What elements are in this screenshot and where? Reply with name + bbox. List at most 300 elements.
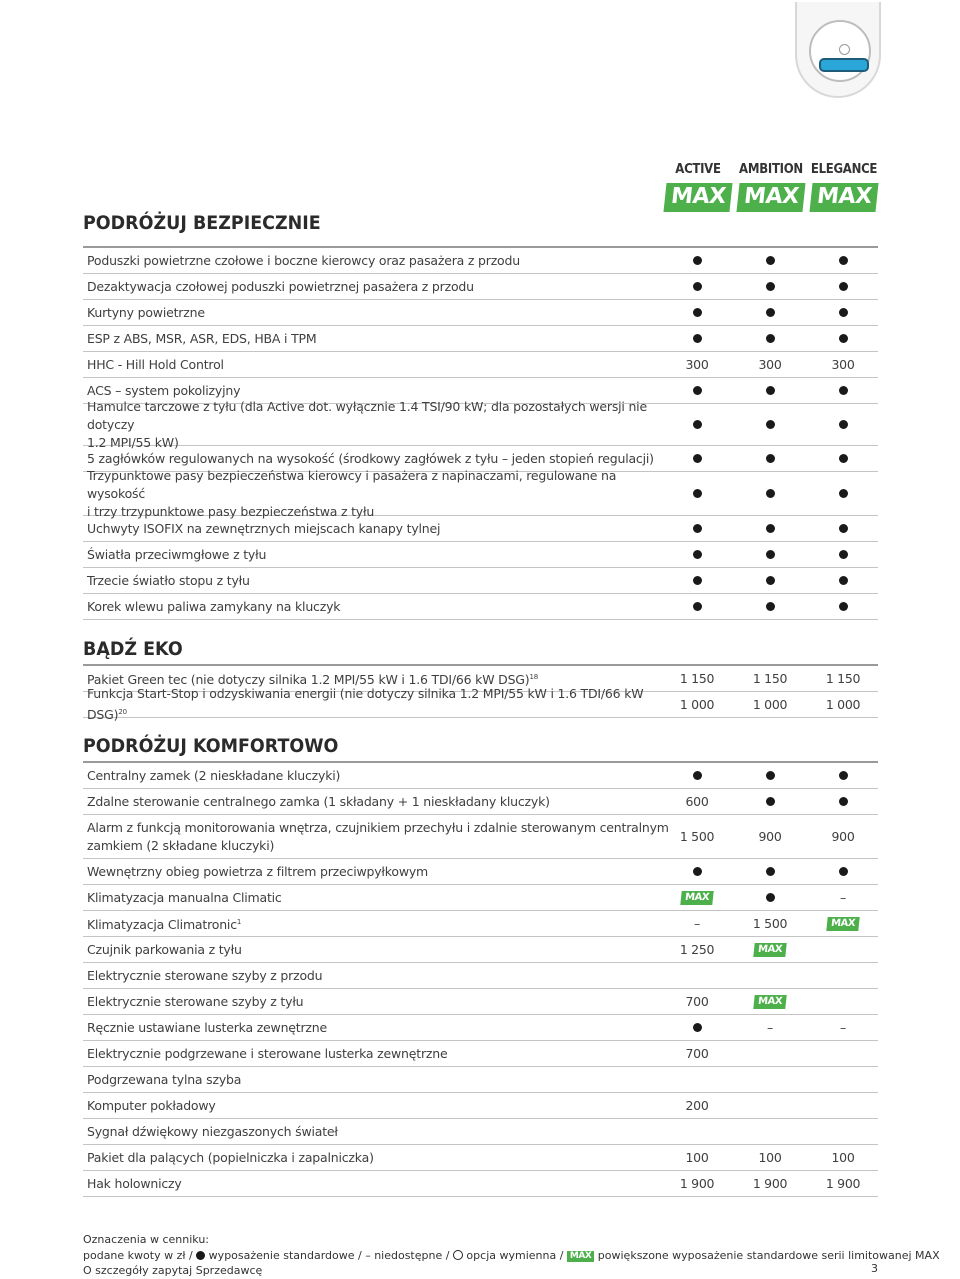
feature-label-text: Podgrzewana tylna szyba <box>87 1071 242 1087</box>
value-cell <box>734 1119 806 1144</box>
value-cell <box>661 885 733 910</box>
feature-label-line <box>87 1071 241 1089</box>
emblem-icon <box>809 20 871 82</box>
price-value: – <box>767 1020 773 1035</box>
value-cell <box>734 911 806 936</box>
value-cell <box>661 1015 733 1040</box>
value-cell <box>734 1067 806 1092</box>
price-value: 300 <box>831 357 855 372</box>
price-value: 1 500 <box>752 916 788 931</box>
feature-label-text: Alarm z funkcją monitorowania wnętrza, czujnikiem przechyłu i zdalnie sterowanym centralnym <box>87 819 669 835</box>
feature-label <box>87 467 677 519</box>
value-cell <box>734 859 806 884</box>
table-row <box>83 326 878 352</box>
feature-label <box>87 815 677 858</box>
feature-label-line <box>87 1019 327 1037</box>
feature-label-line <box>87 819 669 837</box>
max-logo-icon: MAX <box>753 995 786 1009</box>
standard-dot-icon <box>693 1023 702 1032</box>
table-row <box>83 568 878 594</box>
column-name: ELEGANCE <box>810 162 878 177</box>
standard-dot-icon <box>693 576 702 585</box>
standard-dot-icon <box>693 867 702 876</box>
value-cell <box>807 300 879 325</box>
table-row <box>83 1171 878 1197</box>
feature-label <box>87 248 677 273</box>
standard-dot-icon <box>766 602 775 611</box>
legend-line <box>83 1249 940 1262</box>
value-cell <box>807 911 879 936</box>
standard-dot-icon <box>693 602 702 611</box>
feature-label-line <box>87 1097 216 1115</box>
feature-label-line <box>87 1045 447 1063</box>
feature-label-text: Elektrycznie podgrzewane i sterowane lusterka zewnętrzne <box>87 1045 448 1061</box>
value-cell <box>807 446 879 471</box>
feature-label-line <box>87 598 340 616</box>
standard-dot-icon <box>766 576 775 585</box>
table-row <box>83 859 878 885</box>
feature-label <box>87 326 677 351</box>
feature-label-line <box>87 913 241 934</box>
feature-label-text: Hak holowniczy <box>87 1175 182 1191</box>
table-row <box>83 885 878 911</box>
feature-label-text: Czujnik parkowania z tyłu <box>87 941 242 957</box>
column-name: AMBITION <box>739 162 803 177</box>
value-cell <box>661 1171 733 1196</box>
feature-label <box>87 568 677 593</box>
emblem-stripe <box>819 58 869 72</box>
value-cell <box>661 1093 733 1118</box>
price-value: – <box>694 916 700 931</box>
value-cell <box>734 666 806 691</box>
feature-label-text: Centralny zamek (2 nieskładane kluczyki) <box>87 767 341 783</box>
price-value: 1 150 <box>752 671 788 686</box>
column-header-elegance <box>804 162 884 212</box>
section-title: PODRÓŻUJ KOMFORTOWO <box>83 735 339 757</box>
legend-option: opcja wymienna / <box>462 1249 567 1262</box>
feature-label-line <box>87 967 322 985</box>
feature-label-line <box>87 941 242 959</box>
max-logo-icon: MAX <box>567 1251 594 1262</box>
value-cell <box>807 1015 879 1040</box>
standard-dot-icon <box>766 524 775 533</box>
value-cell <box>807 666 879 691</box>
value-cell <box>734 542 806 567</box>
standard-dot-icon <box>839 602 848 611</box>
feature-label <box>87 274 677 299</box>
max-logo-icon: MAX <box>663 183 732 212</box>
max-logo-icon: MAX <box>826 917 859 931</box>
feature-label <box>87 1041 677 1066</box>
value-cell <box>661 274 733 299</box>
feature-label-text: HHC - Hill Hold Control <box>87 356 224 372</box>
value-cell <box>734 937 806 962</box>
feature-label-line <box>87 398 677 434</box>
standard-dot-icon <box>766 550 775 559</box>
value-cell <box>661 472 733 515</box>
standard-dot-icon <box>766 334 775 343</box>
value-cell <box>734 1093 806 1118</box>
table-row <box>83 467 878 519</box>
feature-label-line <box>87 685 677 724</box>
value-cell <box>807 542 879 567</box>
value-cell <box>734 1171 806 1196</box>
feature-label-line <box>87 546 266 564</box>
table-row <box>83 763 878 789</box>
feature-label-text: i trzy trzypunktowe pasy bezpieczeństwa z tyłu <box>87 503 375 519</box>
value-cell <box>807 1145 879 1170</box>
standard-dot-icon <box>766 256 775 265</box>
column-name: ACTIVE <box>675 162 721 177</box>
page-number: 3 <box>871 1262 878 1275</box>
price-value: 600 <box>685 794 709 809</box>
value-cell <box>807 763 879 788</box>
table-row <box>83 248 878 274</box>
value-cell <box>807 248 879 273</box>
option-circle-icon <box>453 1250 463 1260</box>
footnote-ref: 20 <box>118 707 127 716</box>
value-cell <box>734 300 806 325</box>
value-cell <box>661 1041 733 1066</box>
feature-label-text: ACS – system pokolizyjny <box>87 382 241 398</box>
standard-dot-icon <box>766 797 775 806</box>
table-row <box>83 300 878 326</box>
feature-label-line <box>87 793 550 811</box>
value-cell <box>807 989 879 1014</box>
price-value: 1 150 <box>679 671 715 686</box>
standard-dot-icon <box>839 282 848 291</box>
feature-label-text: Trzypunktowe pasy bezpieczeństwa kierowcy i pasażera z napinaczami, regulowane na wysokość <box>87 467 617 501</box>
value-cell <box>807 1171 879 1196</box>
table-row <box>83 911 878 937</box>
table-row <box>83 516 878 542</box>
price-value: 900 <box>831 829 855 844</box>
value-cell <box>661 937 733 962</box>
price-value: 1 500 <box>679 829 715 844</box>
value-cell <box>661 1067 733 1092</box>
standard-dot-icon <box>693 524 702 533</box>
value-cell <box>661 989 733 1014</box>
value-cell <box>661 789 733 814</box>
value-cell <box>807 1041 879 1066</box>
standard-dot-icon <box>693 386 702 395</box>
value-cell <box>661 352 733 377</box>
value-cell <box>734 885 806 910</box>
feature-label <box>87 685 677 723</box>
table-row <box>83 542 878 568</box>
feature-label-line <box>87 1149 374 1167</box>
legend-title: Oznaczenia w cenniku: <box>83 1233 210 1246</box>
feature-label-line <box>87 278 474 296</box>
value-cell <box>661 568 733 593</box>
feature-label <box>87 516 677 541</box>
legend-standard: wyposażenie standardowe / – niedostępne / <box>205 1249 453 1262</box>
table-row <box>83 1041 878 1067</box>
legend-max: powiększone wyposażenie standardowe serii limitowanej MAX <box>594 1249 940 1262</box>
price-value: 100 <box>685 1150 709 1165</box>
footnote-ref: 18 <box>529 672 538 681</box>
price-value: 1 900 <box>752 1176 788 1191</box>
corner-emblem <box>795 2 881 98</box>
value-cell <box>661 1119 733 1144</box>
feature-label <box>87 594 677 619</box>
footnote-ref: 1 <box>236 917 242 926</box>
feature-label-text: Elektrycznie sterowane szyby z przodu <box>87 967 323 983</box>
table-row <box>83 274 878 300</box>
feature-label-text: 1.2 MPI/55 kW) <box>87 434 179 450</box>
value-cell <box>734 989 806 1014</box>
value-cell <box>734 1015 806 1040</box>
value-cell <box>661 516 733 541</box>
standard-dot-icon <box>839 524 848 533</box>
standard-dot-icon <box>839 334 848 343</box>
price-value: – <box>840 1020 846 1035</box>
feature-label-line <box>87 863 428 881</box>
feature-label-line <box>87 1123 338 1141</box>
feature-label-text: Trzecie światło stopu z tyłu <box>87 572 250 588</box>
value-cell <box>734 815 806 858</box>
feature-label-text: Komputer pokładowy <box>87 1097 216 1113</box>
value-cell <box>661 248 733 273</box>
max-logo-icon: MAX <box>809 183 878 212</box>
value-cell <box>807 859 879 884</box>
value-cell <box>807 352 879 377</box>
value-cell <box>734 326 806 351</box>
column-header-ambition <box>731 162 811 212</box>
standard-dot-icon <box>839 454 848 463</box>
price-value: 1 000 <box>752 697 788 712</box>
value-cell <box>807 404 879 445</box>
value-cell <box>661 326 733 351</box>
feature-label-line <box>87 356 224 374</box>
price-value: 200 <box>685 1098 709 1113</box>
value-cell <box>734 352 806 377</box>
standard-dot-icon <box>693 771 702 780</box>
feature-label-line <box>87 572 250 590</box>
feature-label <box>87 542 677 567</box>
feature-label-text: Pakiet Green tec (nie dotyczy silnika 1.2 MPI/55 kW i 1.6 TDI/66 kW DSG) <box>87 672 530 688</box>
value-cell <box>734 692 806 717</box>
standard-dot-icon <box>839 771 848 780</box>
standard-dot-icon <box>693 489 702 498</box>
price-value: 1 250 <box>679 942 715 957</box>
standard-dot-icon <box>839 420 848 429</box>
value-cell <box>807 1119 879 1144</box>
standard-dot-icon <box>839 256 848 265</box>
feature-label-text: Uchwyty ISOFIX na zewnętrznych miejscach kanapy tylnej <box>87 520 441 536</box>
value-cell <box>734 763 806 788</box>
standard-dot-icon <box>693 256 702 265</box>
value-cell <box>661 911 733 936</box>
value-cell <box>734 789 806 814</box>
feature-label-text: Korek wlewu paliwa zamykany na kluczyk <box>87 598 341 614</box>
table-row <box>83 815 878 859</box>
feature-label-text: Klimatyzacja Climatronic <box>87 917 237 933</box>
value-cell <box>807 1093 879 1118</box>
value-cell <box>734 1041 806 1066</box>
feature-label-line <box>87 889 282 907</box>
table-row <box>83 989 878 1015</box>
standard-dot-icon <box>839 867 848 876</box>
feature-label-text: Pakiet dla palących (popielniczka i zapalniczka) <box>87 1149 374 1165</box>
feature-label <box>87 989 677 1014</box>
value-cell <box>661 1145 733 1170</box>
standard-dot-icon <box>839 386 848 395</box>
value-cell <box>734 1145 806 1170</box>
feature-label-text: zamkiem (2 składane kluczyki) <box>87 837 275 853</box>
value-cell <box>807 326 879 351</box>
feature-label-text: Elektrycznie sterowane szyby z tyłu <box>87 993 304 1009</box>
feature-label-text: ESP z ABS, MSR, ASR, EDS, HBA i TPM <box>87 330 317 346</box>
feature-label <box>87 1015 677 1040</box>
feature-label-line <box>87 330 316 348</box>
section-title: BĄDŹ EKO <box>83 638 183 660</box>
feature-label <box>87 1171 677 1196</box>
value-cell <box>734 404 806 445</box>
standard-dot-icon <box>839 550 848 559</box>
standard-dot-icon <box>766 893 775 902</box>
value-cell <box>734 446 806 471</box>
value-cell <box>807 472 879 515</box>
feature-label <box>87 1093 677 1118</box>
price-value: 100 <box>758 1150 782 1165</box>
value-cell <box>807 963 879 988</box>
standard-dot-icon <box>693 308 702 317</box>
price-value: – <box>840 890 846 905</box>
value-cell <box>734 594 806 619</box>
feature-label <box>87 1145 677 1170</box>
standard-dot-icon <box>693 420 702 429</box>
table-row <box>83 398 878 450</box>
feature-label-line <box>87 450 654 468</box>
feature-label <box>87 963 677 988</box>
standard-dot-icon <box>693 454 702 463</box>
table-row <box>83 1145 878 1171</box>
standard-dot-icon <box>839 797 848 806</box>
value-cell <box>661 542 733 567</box>
max-logo-icon: MAX <box>680 891 713 905</box>
value-cell <box>807 815 879 858</box>
standard-dot-icon <box>766 282 775 291</box>
value-cell <box>661 404 733 445</box>
price-value: 700 <box>685 994 709 1009</box>
value-cell <box>807 789 879 814</box>
feature-label <box>87 885 677 910</box>
feature-label <box>87 352 677 377</box>
feature-label-line <box>87 252 520 270</box>
value-cell <box>661 859 733 884</box>
feature-label-text: Funkcja Start-Stop i odzyskiwania energii (nie dotyczy silnika 1.2 MPI/55 kW i 1.6 TDI/66 kW DSG) <box>87 685 644 723</box>
max-logo-icon: MAX <box>753 943 786 957</box>
feature-label <box>87 937 677 962</box>
table-row <box>83 685 878 723</box>
feature-label <box>87 911 677 936</box>
legend-note: O szczegóły zapytaj Sprzedawcę <box>83 1264 263 1277</box>
price-value: 1 000 <box>679 697 715 712</box>
feature-label <box>87 763 677 788</box>
standard-dot-icon <box>839 489 848 498</box>
legend-currency: podane kwoty w zł / <box>83 1249 197 1262</box>
feature-label <box>87 300 677 325</box>
feature-label-text: Sygnał dźwiękowy niezgaszonych świateł <box>87 1123 338 1139</box>
table-row <box>83 1015 878 1041</box>
value-cell <box>661 963 733 988</box>
value-cell <box>807 274 879 299</box>
value-cell <box>734 274 806 299</box>
value-cell <box>661 692 733 717</box>
table-row <box>83 1119 878 1145</box>
feature-label-line <box>87 767 340 785</box>
standard-dot-icon <box>766 867 775 876</box>
value-cell <box>807 692 879 717</box>
price-value: 1 150 <box>825 671 861 686</box>
price-value: 700 <box>685 1046 709 1061</box>
max-logo-icon: MAX <box>736 183 805 212</box>
column-header-active <box>658 162 738 212</box>
standard-dot-icon <box>839 308 848 317</box>
table-row <box>83 963 878 989</box>
feature-label-line <box>87 520 440 538</box>
feature-label-line <box>87 1175 182 1193</box>
price-value: 1 900 <box>825 1176 861 1191</box>
standard-dot-icon <box>839 576 848 585</box>
feature-label-line <box>87 837 669 855</box>
standard-dot-icon <box>766 771 775 780</box>
value-cell <box>661 815 733 858</box>
feature-label-text: Poduszki powietrzne czołowe i boczne kierowcy oraz pasażera z przodu <box>87 252 520 268</box>
value-cell <box>807 568 879 593</box>
feature-label-line <box>87 304 205 322</box>
feature-label-text: Klimatyzacja manualna Climatic <box>87 889 282 905</box>
price-value: 900 <box>758 829 782 844</box>
price-value: 1 900 <box>679 1176 715 1191</box>
standard-dot-icon <box>766 420 775 429</box>
feature-label <box>87 1119 677 1144</box>
table-row <box>83 789 878 815</box>
value-cell <box>661 300 733 325</box>
value-cell <box>661 594 733 619</box>
value-cell <box>807 516 879 541</box>
standard-dot-icon <box>766 489 775 498</box>
value-cell <box>734 963 806 988</box>
value-cell <box>734 568 806 593</box>
table-row <box>83 594 878 620</box>
feature-label <box>87 859 677 884</box>
feature-label-text: Ręcznie ustawiane lusterka zewnętrzne <box>87 1019 328 1035</box>
value-cell <box>807 594 879 619</box>
feature-label-text: Zdalne sterowanie centralnego zamka (1 składany + 1 nieskładany kluczyk) <box>87 793 550 809</box>
standard-dot-icon <box>693 550 702 559</box>
feature-label-text: Kurtyny powietrzne <box>87 304 205 320</box>
standard-dot-icon <box>766 308 775 317</box>
feature-label-text: Światła przeciwmgłowe z tyłu <box>87 546 267 562</box>
standard-dot-icon <box>766 454 775 463</box>
emblem-dot <box>839 44 850 55</box>
feature-label-line <box>87 993 303 1011</box>
value-cell <box>734 248 806 273</box>
value-cell <box>661 763 733 788</box>
price-value: 1 000 <box>825 697 861 712</box>
value-cell <box>734 472 806 515</box>
feature-label-text: Wewnętrzny obieg powietrza z filtrem przeciwpyłkowym <box>87 863 429 879</box>
price-value: 300 <box>685 357 709 372</box>
feature-label <box>87 1067 677 1092</box>
standard-dot-icon <box>766 386 775 395</box>
price-value: 300 <box>758 357 782 372</box>
table-row <box>83 352 878 378</box>
standard-dot-icon <box>693 282 702 291</box>
table-row <box>83 1093 878 1119</box>
